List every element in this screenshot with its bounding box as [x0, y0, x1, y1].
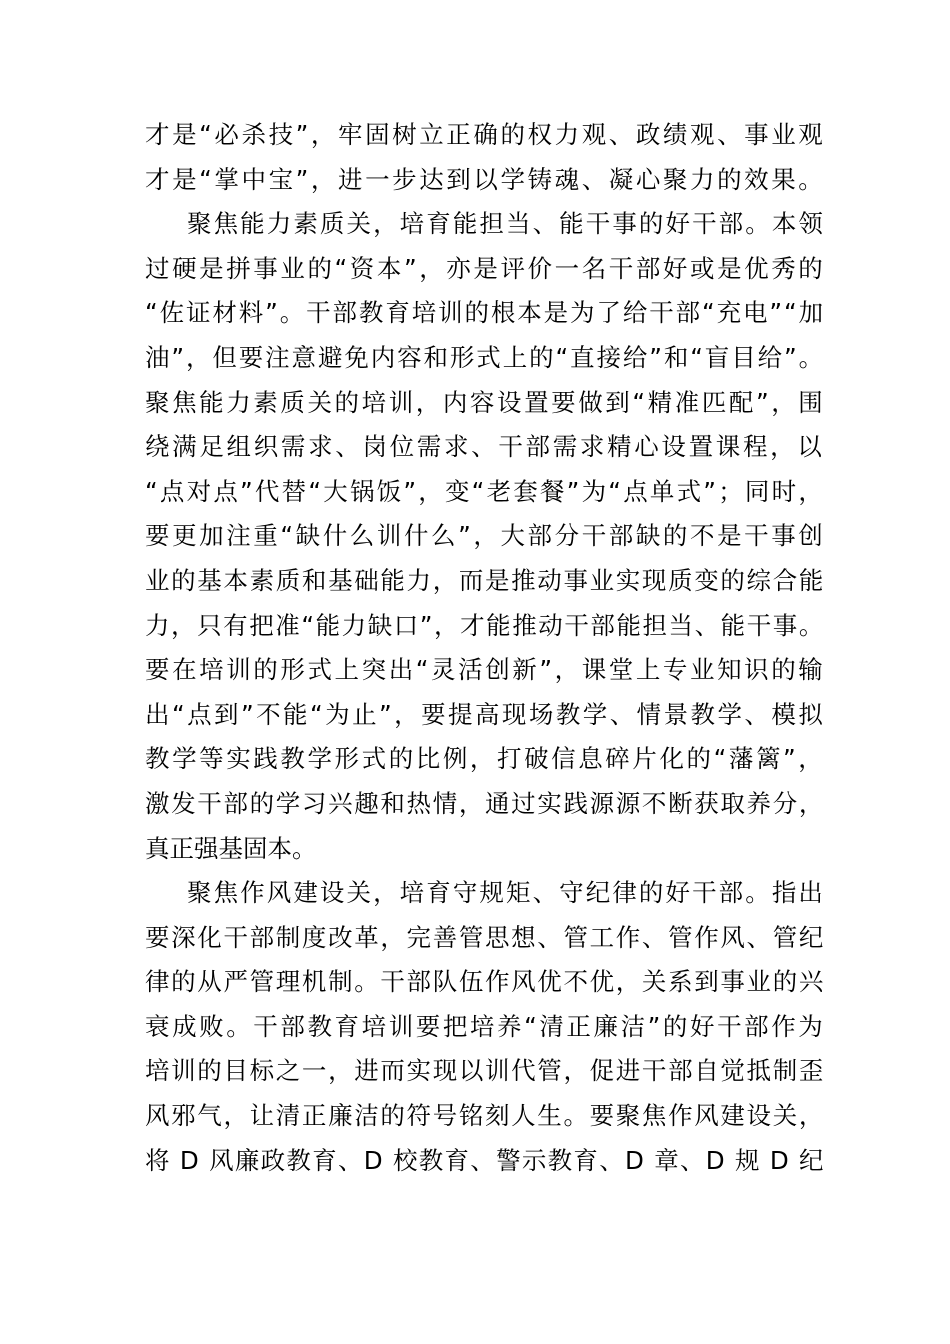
text-line: 律的从严管理机制。干部队伍作风优不优，关系到事业的兴: [145, 967, 825, 997]
text-line: 力，只有把准“能力缺口”，才能推动干部能担当、能干事。: [145, 610, 825, 640]
text-line: 要深化干部制度改革，完善管思想、管工作、管作风、管纪: [145, 922, 825, 952]
text-line: 过硬是拼事业的“资本”，亦是评价一名干部好或是优秀的: [145, 253, 826, 283]
paragraph-first-line: 聚焦能力素质关，培育能担当、能干事的好干部。本领: [187, 209, 825, 239]
text-line: 激发干部的学习兴趣和热情，通过实践源源不断获取养分，: [145, 788, 825, 818]
text-line: 要更加注重“缺什么训什么”，大部分干部缺的不是干事创: [145, 521, 826, 551]
text-line: 教学等实践教学形式的比例，打破信息碎片化的“藩篱”，: [145, 744, 826, 774]
text-line: 要在培训的形式上突出“灵活创新”，课堂上专业知识的输: [145, 655, 826, 685]
text-line: 将 D 风廉政教育、D 校教育、警示教育、D 章、D 规 D 纪: [145, 1145, 825, 1175]
text-line: 才是“必杀技”，牢固树立正确的权力观、政绩观、事业观: [145, 120, 826, 149]
text-line: 聚焦能力素质关的培训，内容设置要做到“精准匹配”，围: [145, 387, 826, 417]
text-line: 绕满足组织需求、岗位需求、干部需求精心设置课程，以: [145, 432, 825, 462]
text-line: 风邪气，让清正廉洁的符号铭刻人生。要聚焦作风建设关，: [145, 1101, 825, 1131]
text-line: 真正强基固本。: [145, 833, 317, 863]
text-line: 培训的目标之一，进而实现以训代管，促进干部自觉抵制歪: [145, 1056, 825, 1086]
text-line: 才是“掌中宝”，进一步达到以学铸魂、凝心聚力的效果。: [145, 164, 826, 194]
text-line: 油”，但要注意避免内容和形式上的“直接给”和“盲目给”。: [145, 342, 825, 372]
text-line: “佐证材料”。干部教育培训的根本是为了给干部“充电”“加: [145, 298, 825, 328]
text-line: “点对点”代替“大锅饭”，变“老套餐”为“点单式”；同时，: [145, 476, 826, 506]
paragraph-first-line: 聚焦作风建设关，培育守规矩、守纪律的好干部。指出: [187, 878, 825, 908]
text-line: 出“点到”不能“为止”，要提高现场教学、情景教学、模拟: [145, 699, 826, 729]
text-line: 衰成败。干部教育培训要把培养“清正廉洁”的好干部作为: [145, 1011, 826, 1041]
document-body: [145, 113, 825, 1183]
text-line: 业的基本素质和基础能力，而是推动事业实现质变的综合能: [145, 565, 825, 595]
